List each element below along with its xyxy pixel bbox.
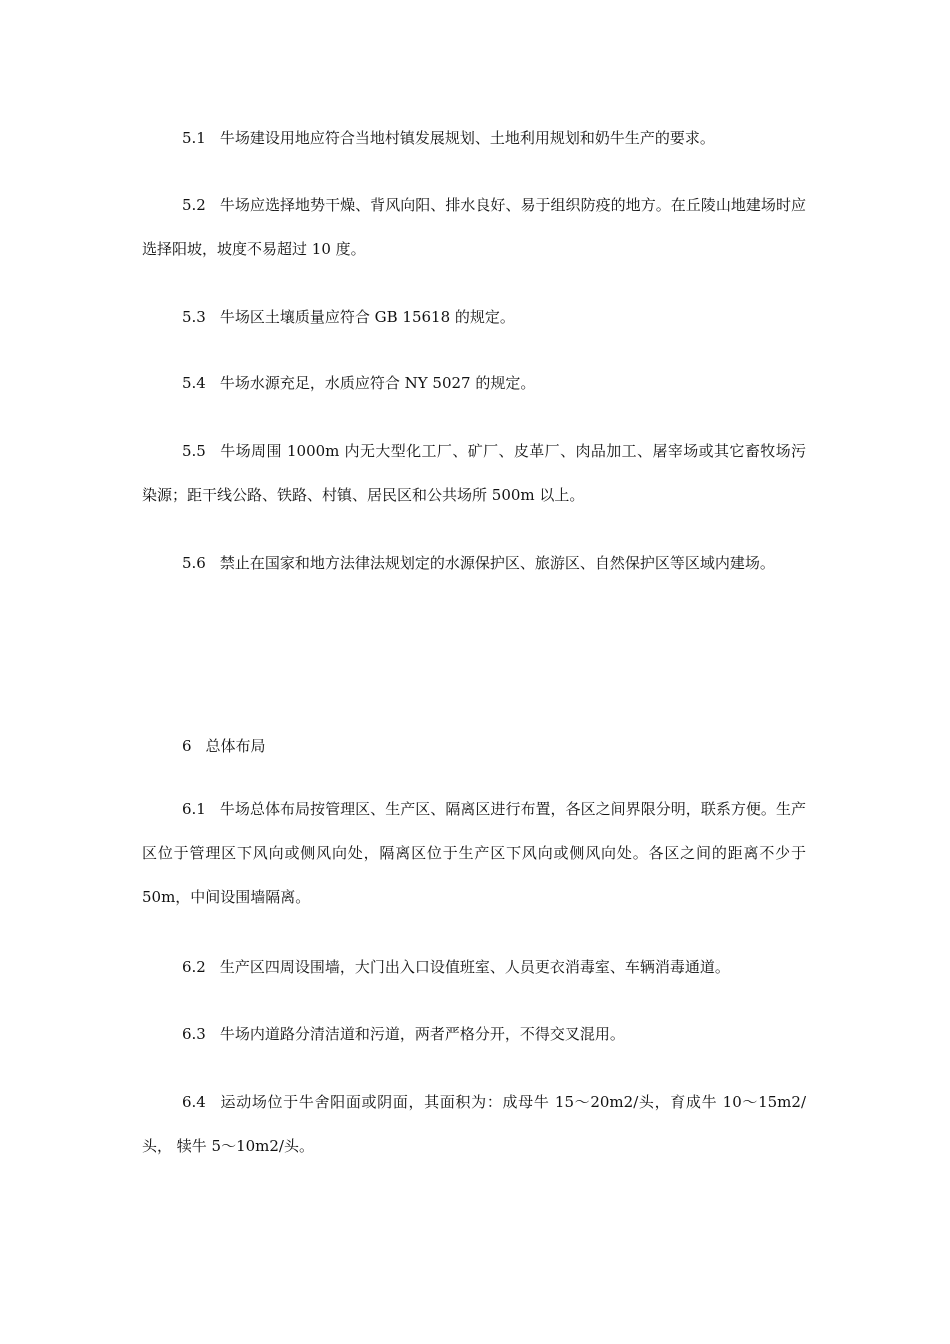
section-heading [182,734,266,758]
clause-text: 牛场内道路分清洁道和污道，两者严格分开，不得交叉混用。 [219,1025,625,1043]
clause-text: 牛场建设用地应符合当地村镇发展规划、土地利用规划和奶牛生产的要求。 [219,129,715,147]
clause-number: 5.4 [182,374,206,392]
clause-number: 6.1 [182,800,206,818]
clause-number: 5.5 [182,442,206,460]
clause-text: 牛场区土壤质量应符合 GB 15618 的规定。 [219,308,515,326]
clause-text: 生产区四周设围墙，大门出入口设值班室、人员更衣消毒室、车辆消毒通道。 [219,958,730,976]
section-number: 6 [182,737,192,755]
clause-5-2 [142,183,806,271]
clause-text: 禁止在国家和地方法律法规划定的水源保护区、旅游区、自然保护区等区域内建场。 [219,554,775,572]
clause-6-3 [142,1012,806,1056]
clause-5-4 [142,361,806,405]
clause-text: 牛场总体布局按管理区、生产区、隔离区进行布置，各区之间界限分明，联系方便。生产区位于管理区下风向或侧风向处，隔离区位于生产区下风向或侧风向处。各区之间的距离不少于 50m，中间设围墙隔离。 [142,800,806,906]
clause-6-2 [142,945,806,989]
clause-text: 牛场周围 1000m 内无大型化工厂、矿厂、皮革厂、肉品加工、屠宰场或其它畜牧场污染源；距干线公路、铁路、村镇、居民区和公共场所 500m 以上。 [142,442,806,504]
clause-number: 6.3 [182,1025,206,1043]
clause-6-4 [142,1080,806,1168]
clause-5-1 [142,116,806,160]
clause-number: 5.2 [182,196,206,214]
section-title: 总体布局 [205,737,266,755]
clause-text: 牛场水源充足，水质应符合 NY 5027 的规定。 [219,374,536,392]
clause-number: 6.4 [182,1093,206,1111]
clause-5-6 [142,541,806,585]
clause-5-5 [142,429,806,517]
clause-number: 5.3 [182,308,206,326]
clause-text: 牛场应选择地势干燥、背风向阳、排水良好、易于组织防疫的地方。在丘陵山地建场时应选择阳坡，坡度不易超过 10 度。 [142,196,806,258]
clause-5-3 [142,295,806,339]
clause-number: 5.1 [182,129,206,147]
clause-number: 6.2 [182,958,206,976]
clause-6-1 [142,787,806,919]
clause-number: 5.6 [182,554,206,572]
clause-text: 运动场位于牛舍阳面或阴面，其面积为：成母牛 15～20m2/头，育成牛 10～15m2/头， 犊牛 5～10m2/头。 [142,1093,806,1155]
